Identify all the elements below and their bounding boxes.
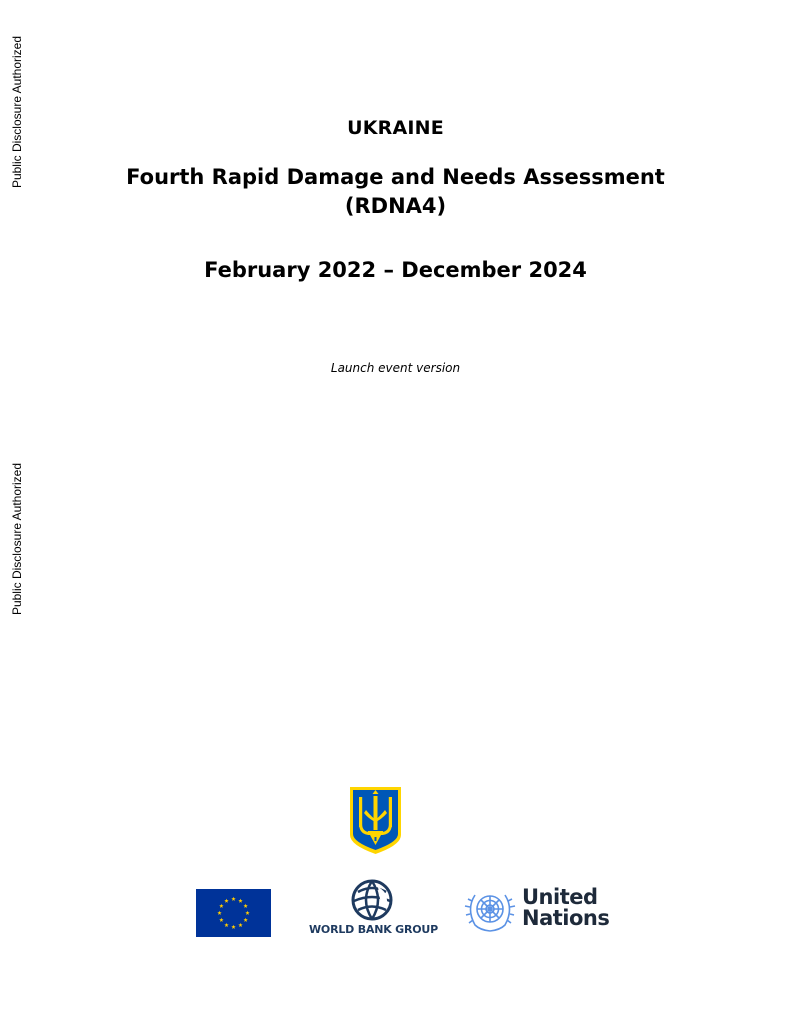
un-label [522, 887, 609, 929]
world-bank-label: WORLD BANK GROUP [308, 923, 439, 936]
un-label-line1: United [522, 885, 598, 909]
public-disclosure-label-mid: Public Disclosure Authorized [10, 462, 24, 616]
un-logo [464, 885, 610, 935]
country-title: UKRAINE [347, 117, 444, 139]
report-title-line2: (RDNA4) [344, 194, 447, 218]
version-note: Launch event version [330, 361, 461, 375]
world-bank-globe-icon [350, 879, 394, 921]
ukraine-coat-of-arms-icon [348, 785, 403, 856]
un-emblem-icon [464, 887, 516, 933]
world-bank-logo [306, 879, 441, 939]
report-period: February 2022 – December 2024 [204, 258, 587, 282]
eu-logo [196, 889, 271, 937]
report-title-line1: Fourth Rapid Damage and Needs Assessment [126, 165, 665, 189]
public-disclosure-label-top: Public Disclosure Authorized [10, 35, 24, 189]
ukraine-coat-of-arms-logo [348, 785, 403, 856]
un-label-line2: Nations [522, 906, 610, 930]
eu-flag-icon [196, 889, 271, 937]
report-title [0, 163, 791, 221]
